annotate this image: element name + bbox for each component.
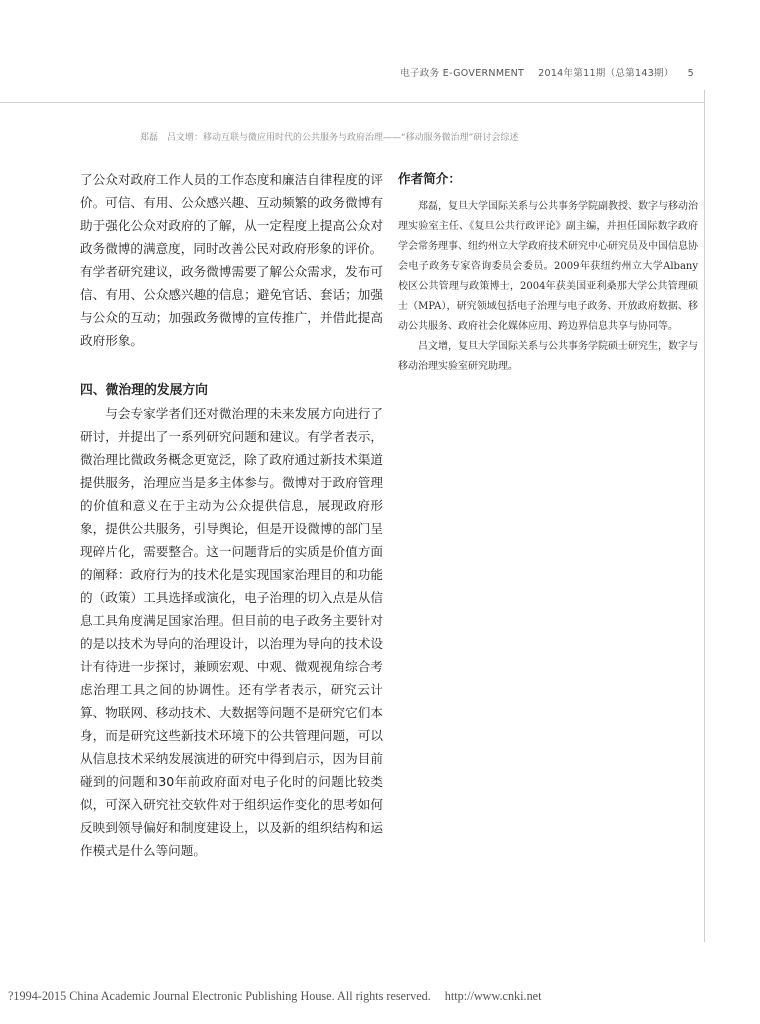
paragraph-future-directions: 与会专家学者们还对微治理的未来发展方向进行了研讨，并提出了一系列研究问题和建议。有学者表示，微治理比微政务概念更宽泛，除了政府通过新技术渠道提供服务，治理应当是多主体参与。微博对于政府管理的价值和意义在于主动为公众提供信息，展现政府形象，提供公共服务，引导舆论，但是开设微博的部门呈现碎片化，需要整合。这一问题背后的实质是价值方面的阐释：政府行为的技术化是实现国家治理目的和功能的（政策）工具选择或演化，电子治理的切入点是从信息工具角度满足国家治理。但目前的电子政务主要针对的是以技术为导向的治理设计，以治理为导向的技术设计有待进一步探讨，兼顾宏观、中观、微观视角综合考虑治理工具之间的协调性。还有学者表示，研究云计算、物联网、移动技术、大数据等问题不是研究它们本身，而是研究这些新技术环境下的公共管理问题，可以从信息技术采纳发展演进的研究中得到启示，因为目前碰到的问题和30年前政府面对电子化时的问题比较类似，可深入研究社交软件对于组织运作变化的思考如何反映到领导偏好和制度建设上，以及新的组织结构和运作模式是什么等问题。 — [80, 406, 383, 858]
article-running-title: 郑磊 吕文增：移动互联与微应用时代的公共服务与政府治理——“移动服务微治理”研讨会综述 — [140, 133, 519, 143]
author-bio-heading: 作者简介： — [398, 171, 461, 186]
issue-info: 2014年第11期（总第143期） — [538, 68, 674, 79]
copyright-notice: ?1994-2015 China Academic Journal Electronic Publishing House. All rights reserved. — [8, 989, 431, 1003]
author-bio-lv: 吕文增，复旦大学国际关系与公共事务学院硕士研究生，数字与移动治理实验室研究助理。 — [398, 341, 698, 372]
margin-rule — [704, 90, 705, 942]
footer — [8, 989, 752, 1004]
page-number: 5 — [687, 68, 694, 79]
running-head — [400, 65, 694, 79]
journal-name: 电子政务 E-GOVERNMENT — [400, 68, 525, 79]
author-bio-zheng: 郑磊，复旦大学国际关系与公共事务学院副教授、数字与移动治理实验室主任、《复旦公共行政评论》副主编，并担任国际数字政府学会常务理事、纽约州立大学政府技术研究中心研究员及中国信息协会电子政务专家咨询委员会委员。2009年获纽约州立大学Albany校区公共管理与政策博士，2004年获美国亚利桑那大学公共管理硕士（MPA），研究领域包括电子治理与电子政务、开放政府数据、移动公共服务、政府社会化媒体应用、跨边界信息共享与协同等。 — [398, 201, 698, 332]
paragraph-recommendations: 有学者研究建议，政务微博需要了解公众需求，发布可信、有用、公众感兴趣的信息；避免官话、套话；加强与公众的互动；加强政务微博的宣传推广，并借此提高政府形象。 — [80, 264, 383, 348]
right-column — [398, 168, 698, 377]
header-rule — [0, 102, 705, 103]
left-column — [80, 168, 383, 862]
paragraph-continued: 了公众对政府工作人员的工作态度和廉洁自律程度的评价。可信、有用、公众感兴趣、互动频繁的政务微博有助于强化公众对政府的了解，从一定程度上提高公众对政务微博的满意度，同时改善公民对政府形象的评价。 — [80, 172, 383, 256]
footer-link[interactable]: http://www.cnki.net — [444, 989, 542, 1003]
section-heading: 四、微治理的发展方向 — [80, 383, 208, 398]
